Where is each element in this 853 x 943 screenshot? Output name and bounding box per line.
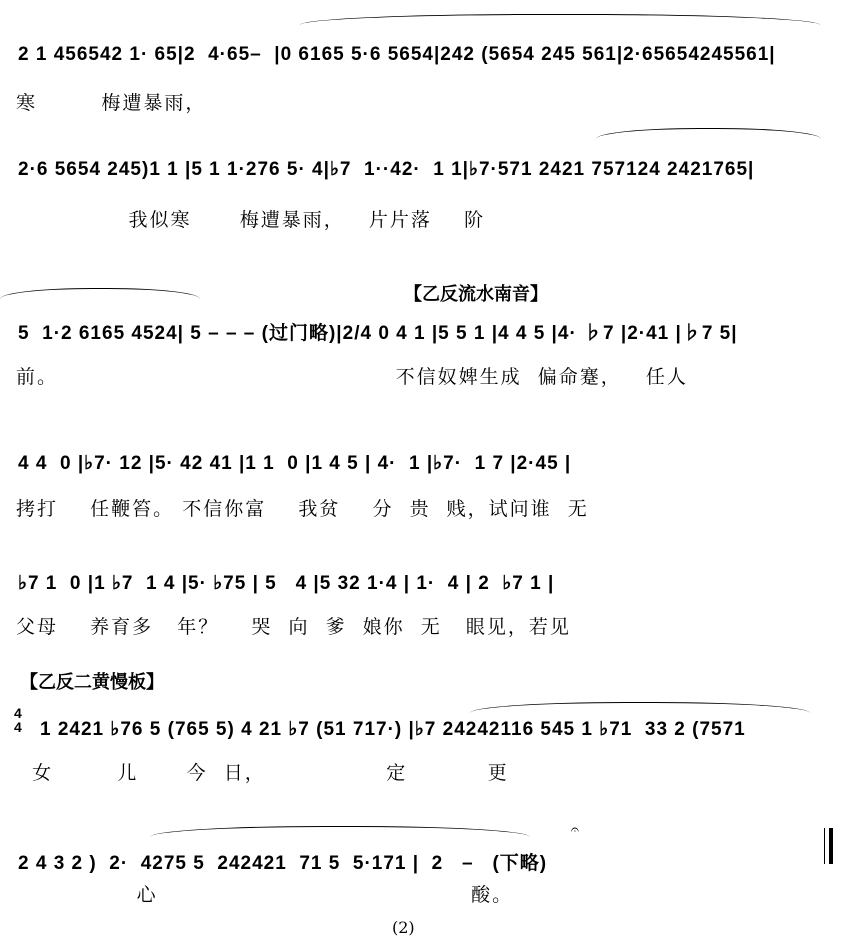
- notation-line-7: 2 4 3 2 ) 2· 4275 5 242421 71 5 5·171 | 2 – (下略): [18, 853, 548, 874]
- notation-line-1: 2 1 456542 1· 65|2 4·65– |0 6165 5·6 5654|242 (5654 245 561|2·65654245561|: [18, 44, 776, 65]
- lyrics-line-5: 父母 养育多 年？ 哭 向 爹 娘你 无 眼见，若见: [16, 616, 571, 638]
- slur: [0, 288, 200, 299]
- section-label-erhuang-manban: 【乙反二黄慢板】: [20, 672, 164, 693]
- lyrics-line-1: 寒 梅遭暴雨，: [16, 92, 207, 114]
- lyrics-line-4: 拷打 任鞭笞。 不信你富 我贫 分 贵 贱，试问谁 无: [16, 498, 589, 520]
- lyrics-line-3: 前。 不信奴婢生成 偏命蹇， 任人: [16, 366, 688, 388]
- slur: [596, 128, 821, 139]
- slur: [300, 14, 820, 25]
- section-label-liushui-nanyin: 【乙反流水南音】: [404, 284, 548, 305]
- notation-line-4: 4 4 0 |♭7· 12 |5· 42 41 |1 1 0 |1 4 5 | 4· 1 |♭7· 1 7 |2·45 |: [18, 453, 572, 474]
- slur: [150, 826, 530, 837]
- final-barline-thin: [824, 828, 826, 864]
- slur: [470, 702, 810, 713]
- lyrics-line-7: 心 酸。: [16, 884, 514, 906]
- notation-line-6: 1 2421 ♭76 5 (765 5) 4 21 ♭7 (51 717·) |♭7 24242116 545 1 ♭71 33 2 (7571: [40, 719, 746, 740]
- lyrics-line-6: 女 儿 今 日， 定 更: [16, 762, 509, 784]
- notation-line-5: ♭7 1 0 |1 ♭7 1 4 |5· ♭75 | 5 4 |5 32 1·4 | 1· 4 | 2 ♭7 1 |: [18, 573, 555, 594]
- time-signature: 4 4: [14, 705, 22, 735]
- lyrics-line-2: 我似寒 梅遭暴雨， 片片落 阶: [16, 209, 486, 231]
- fermata-icon: 𝄐: [571, 822, 579, 838]
- notation-line-2: 2·6 5654 245)1 1 |5 1 1·276 5· 4|♭7 1··42· 1 1|♭7·571 2421 757124 2421765|: [18, 159, 755, 180]
- page-number: (2): [392, 918, 415, 937]
- final-barline-thick: [829, 828, 833, 864]
- notation-line-3: 5 1·2 6165 4524| 5 – – – (过门略)|2/4 0 4 1 |5 5 1 |4 4 5 |4· ♭7 |2·41 |♭7 5|: [18, 323, 738, 344]
